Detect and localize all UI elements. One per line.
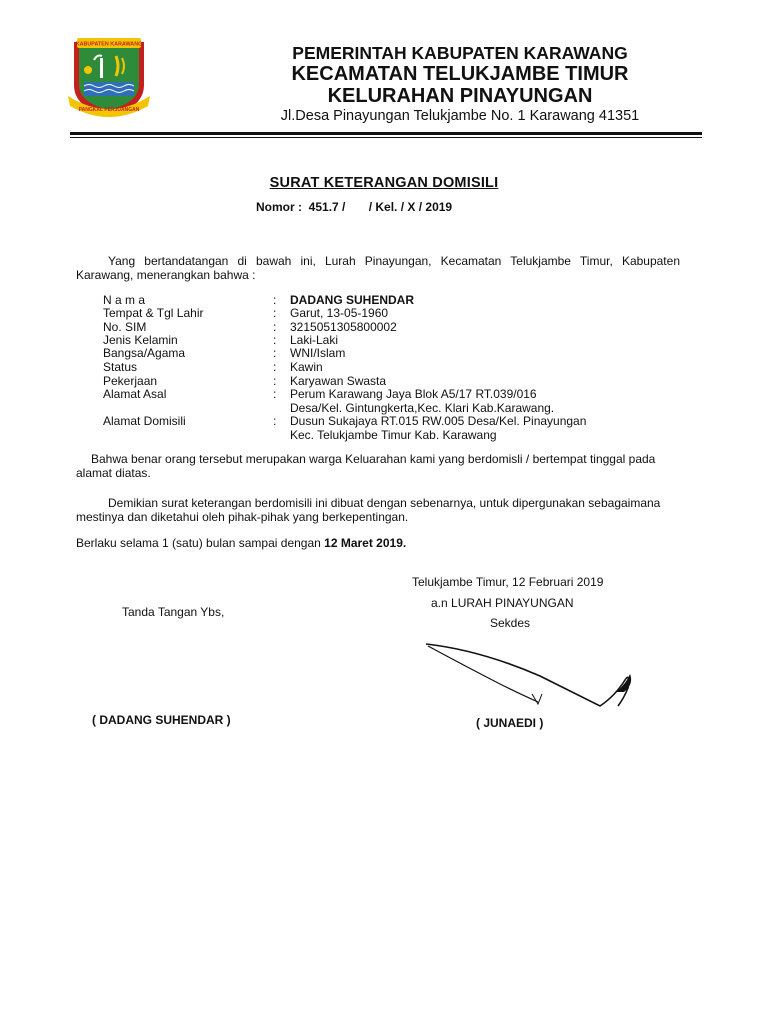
field-colon: : bbox=[273, 414, 277, 428]
field-label: Pekerjaan bbox=[103, 374, 158, 388]
header-rule-thick bbox=[70, 132, 702, 135]
field-colon: : bbox=[273, 346, 277, 360]
header-village: KELURAHAN PINAYUNGAN bbox=[327, 85, 593, 107]
header-government: PEMERINTAH KABUPATEN KARAWANG bbox=[292, 43, 628, 63]
field-label: Jenis Kelamin bbox=[103, 333, 178, 347]
closing-paragraph: Demikian surat keterangan berdomisili ini dibuat dengan sebenarnya, untuk dipergunakan sebagaimana mestinya dan diketahui oleh pihak-pihak yang berkepentingan. bbox=[76, 496, 661, 524]
signer-name: ( JUNAEDI ) bbox=[476, 716, 544, 730]
holder-name: ( DADANG SUHENDAR ) bbox=[92, 713, 231, 727]
header-rule-thin bbox=[70, 137, 702, 138]
logo-top-text: KABUPATEN KARAWANG bbox=[75, 41, 143, 48]
header-district: KECAMATAN TELUKJAMBE TIMUR bbox=[291, 63, 629, 85]
logo-bottom-text: PANGKAL PERJUANGAN bbox=[78, 107, 140, 113]
on-behalf-of: a.n LURAH PINAYUNGAN bbox=[431, 596, 574, 610]
field-label: N a m a bbox=[103, 293, 146, 307]
holder-signature-label: Tanda Tangan Ybs, bbox=[122, 605, 225, 619]
field-value: Perum Karawang Jaya Blok A5/17 RT.039/016 bbox=[290, 387, 537, 401]
handwritten-signature bbox=[420, 636, 640, 716]
validity-line bbox=[76, 536, 406, 550]
field-value: WNI/Islam bbox=[290, 346, 346, 360]
field-label: Status bbox=[103, 360, 138, 374]
letter-number bbox=[256, 200, 452, 214]
kabupaten-karawang-logo bbox=[64, 30, 154, 120]
field-value: Dusun Sukajaya RT.015 RW.005 Desa/Kel. Pinayungan bbox=[290, 414, 587, 428]
field-colon: : bbox=[273, 293, 277, 307]
field-colon: : bbox=[273, 320, 277, 334]
field-colon: : bbox=[273, 333, 277, 347]
place-date: Telukjambe Timur, 12 Februari 2019 bbox=[412, 575, 604, 589]
field-value: Garut, 13-05-1960 bbox=[290, 306, 389, 320]
field-colon: : bbox=[273, 374, 277, 388]
statement-paragraph: Bahwa benar orang tersebut merupakan warga Keluarahan kami yang berdomisli / bertempat tinggal pada alamat diatas. bbox=[76, 452, 656, 480]
signer-position: Sekdes bbox=[490, 616, 531, 630]
validity-date: 12 Maret 2019. bbox=[324, 536, 407, 550]
field-label: Alamat Asal bbox=[103, 387, 167, 401]
field-colon: : bbox=[273, 360, 277, 374]
field-colon: : bbox=[273, 306, 277, 320]
intro-paragraph: Yang bertandatangan di bawah ini, Lurah Pinayungan, Kecamatan Telukjambe Timur, Kabupaten Karawang, menerangkan bahwa : bbox=[76, 254, 680, 282]
field-label: Tempat & Tgl Lahir bbox=[103, 306, 204, 320]
field-label: Alamat Domisili bbox=[103, 414, 186, 428]
nomor-value: 451.7 / / Kel. / X / 2019 bbox=[308, 200, 453, 214]
header-address: Jl.Desa Pinayungan Telukjambe No. 1 Karawang 41351 bbox=[280, 108, 640, 124]
field-value: Laki-Laki bbox=[290, 333, 339, 347]
letter-title: SURAT KETERANGAN DOMISILI bbox=[269, 175, 499, 191]
field-value: Karyawan Swasta bbox=[290, 374, 387, 388]
field-value: Desa/Kel. Gintungkerta,Kec. Klari Kab.Karawang. bbox=[290, 401, 555, 415]
field-value: 3215051305800002 bbox=[290, 320, 397, 334]
field-label: Bangsa/Agama bbox=[103, 346, 186, 360]
field-label: No. SIM bbox=[103, 320, 147, 334]
field-value: DADANG SUHENDAR bbox=[290, 293, 415, 307]
field-value: Kec. Telukjambe Timur Kab. Karawang bbox=[290, 428, 497, 442]
validity-prefix: Berlaku selama 1 (satu) bulan sampai dengan bbox=[76, 536, 325, 550]
nomor-label: Nomor : bbox=[256, 200, 302, 214]
field-value: Kawin bbox=[290, 360, 323, 374]
field-colon: : bbox=[273, 387, 277, 401]
